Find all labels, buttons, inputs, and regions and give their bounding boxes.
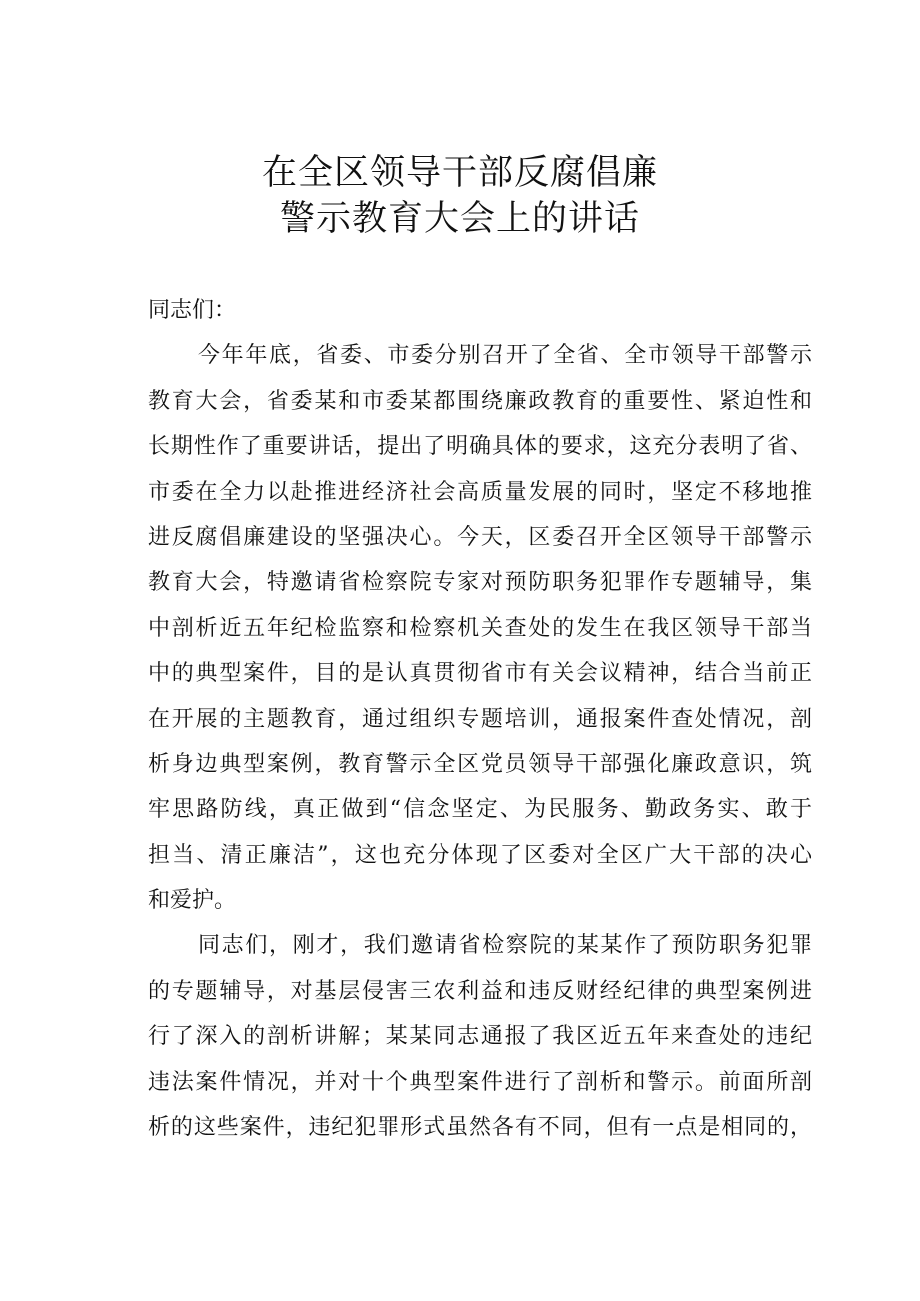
paragraph-1-line: 市委在全力以赴推进经济社会高质量发展的同时，坚定不移地推 [148, 479, 812, 505]
title-line-1: 在全区领导干部反腐倡廉 [261, 153, 658, 193]
paragraph-1-line: 中剖析近五年纪检监察和检察机关查处的发生在我区领导干部当 [148, 615, 812, 641]
paragraph-2-line: 行了深入的剖析讲解；某某同志通报了我区近五年来查处的违纪 [148, 1024, 812, 1050]
paragraph-2-line: 析的这些案件，违纪犯罪形式虽然各有不同，但有一点是相同的， [148, 1115, 812, 1141]
salutation: 同志们： [148, 298, 237, 323]
paragraph-1-line: 牢思路防线，真正做到“信念坚定、为民服务、勤政务实、敢于 [148, 797, 812, 823]
paragraph-1-line: 教育大会，省委某和市委某都围绕廉政教育的重要性、紧迫性和 [148, 388, 812, 414]
paragraph-1-line: 担当、清正廉洁”，这也充分体现了区委对全区广大干部的决心 [148, 842, 812, 868]
title-line-2: 警示教育大会上的讲话 [279, 199, 640, 239]
paragraph-1-line: 中的典型案件，目的是认真贯彻省市有关会议精神，结合当前正 [148, 661, 812, 687]
document-title [0, 150, 920, 242]
paragraph-1-line: 和爱护。 [148, 888, 237, 914]
paragraph-2-line: 违法案件情况，并对十个典型案件进行了剖析和警示。前面所剖 [148, 1069, 812, 1095]
paragraph-1-line: 在开展的主题教育，通过组织专题培训，通报案件查处情况，剖 [148, 706, 812, 732]
paragraph-1-line: 析身边典型案例，教育警示全区党员领导干部强化廉政意识，筑 [148, 751, 812, 777]
document-body [148, 288, 812, 1150]
paragraph-1-line: 进反腐倡廉建设的坚强决心。今天，区委召开全区领导干部警示 [148, 524, 812, 550]
paragraph-2-line: 同志们，刚才，我们邀请省检察院的某某作了预防职务犯罪 [198, 933, 812, 959]
paragraph-2-line: 的专题辅导，对基层侵害三农利益和违反财经纪律的典型案例进 [148, 978, 812, 1004]
paragraph-1-line: 今年年底，省委、市委分别召开了全省、全市领导干部警示 [198, 343, 812, 369]
paragraph-1-line: 教育大会，特邀请省检察院专家对预防职务犯罪作专题辅导，集 [148, 570, 812, 596]
paragraph-1-line: 长期性作了重要讲话，提出了明确具体的要求，这充分表明了省、 [148, 434, 812, 460]
